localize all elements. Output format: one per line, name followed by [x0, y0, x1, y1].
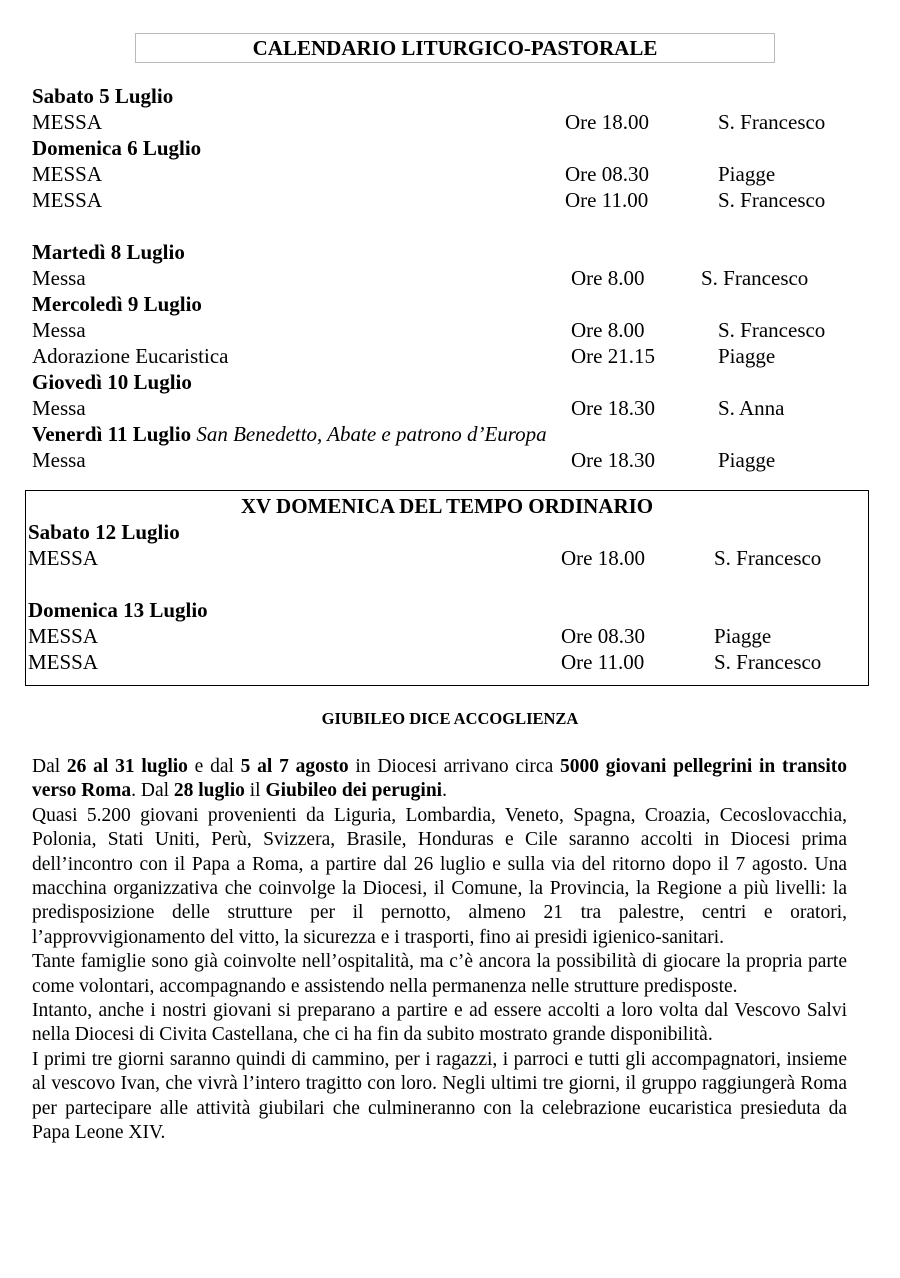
event-time: Ore 8.00: [571, 266, 645, 290]
event-place: Piagge: [718, 344, 776, 368]
article-paragraph: Intanto, anche i nostri giovani si preparano a partire e ad essere accolti a loro volta dal Vescovo Salvi nella Diocesi di Civita Castellana, che ci ha fin da subito mostrato grande disponibilità.: [32, 1000, 847, 1046]
event-row: [32, 395, 882, 421]
article-body: [32, 755, 847, 1146]
event-time: Ore 18.30: [571, 396, 655, 420]
day-heading: Martedì 8 Luglio: [32, 240, 185, 264]
event-time: Ore 18.00: [561, 546, 645, 570]
article-intro: Dal 26 al 31 luglio e dal 5 al 7 agosto in Diocesi arrivano circa 5000 giovani pellegrini in transito verso Roma. Dal 28 luglio il Giubileo dei perugini.: [32, 756, 847, 802]
event-name: Messa: [32, 396, 86, 420]
sunday-box: [25, 490, 869, 686]
event-place: Piagge: [718, 448, 776, 472]
day-heading: [32, 421, 882, 447]
event-place: S. Francesco: [714, 546, 822, 570]
event-name: MESSA: [28, 624, 99, 648]
day-heading: Sabato 5 Luglio: [32, 84, 174, 108]
event-place: S. Francesco: [701, 266, 809, 290]
event-name: Messa: [32, 448, 86, 472]
event-name: Messa: [32, 318, 86, 342]
event-row: [32, 343, 882, 369]
article-title: GIUBILEO DICE ACCOGLIENZA: [321, 709, 579, 728]
event-name: MESSA: [28, 650, 99, 674]
event-row: [32, 317, 882, 343]
day-heading: Domenica 13 Luglio: [28, 598, 208, 622]
event-time: Ore 11.00: [561, 650, 645, 674]
day-label: Venerdì 11 Luglio: [32, 422, 192, 446]
event-name: Adorazione Eucaristica: [32, 344, 229, 368]
article-paragraph: Quasi 5.200 giovani provenienti da Liguria, Lombardia, Veneto, Spagna, Croazia, Cecoslovacchia, Polonia, Stati Uniti, Perù, Svizzera, Brasile, Honduras e Cile saranno accolti in Diocesi prima dell’incontro con il Papa a Roma, a partire dal 26 luglio e sulla via del ritorno dopo il 7 agosto. Una macchina organizzativa che coinvolge la Diocesi, il Comune, la Provincia, la Regione a più livelli: la predisposizione delle strutture per il pernotto, almeno 21 tra palestre, centri e oratori, l’approvvigionamento del vitto, la sicurezza e i trasporti, fino ai presidi igienico-sanitari.: [32, 804, 847, 948]
event-place: Piagge: [718, 162, 776, 186]
event-name: MESSA: [32, 162, 103, 186]
event-row: [28, 623, 866, 649]
event-time: Ore 21.15: [571, 344, 655, 368]
event-name: Messa: [32, 266, 86, 290]
event-place: S. Anna: [718, 396, 785, 420]
day-heading: Mercoledì 9 Luglio: [32, 292, 202, 316]
day-heading: Domenica 6 Luglio: [32, 136, 202, 160]
day-heading: Sabato 12 Luglio: [28, 520, 180, 544]
sunday-title: XV DOMENICA DEL TEMPO ORDINARIO: [240, 494, 654, 518]
event-time: Ore 08.30: [565, 162, 649, 186]
event-place: S. Francesco: [718, 110, 826, 134]
event-row: [32, 161, 882, 187]
event-place: Piagge: [714, 624, 772, 648]
event-place: S. Francesco: [718, 188, 826, 212]
event-row: [32, 265, 882, 291]
event-name: MESSA: [28, 546, 99, 570]
article-paragraph: Tante famiglie sono già coinvolte nell’ospitalità, ma c’è ancora la possibilità di giocare la propria parte come volontari, accompagnando e assistendo nella permanenza nelle strutture predisposte.: [32, 951, 847, 997]
schedule-list: [32, 83, 882, 473]
event-time: Ore 11.00: [565, 188, 649, 212]
event-row: [32, 109, 882, 135]
article-paragraph: I primi tre giorni saranno quindi di cammino, per i ragazzi, i parroci e tutti gli accompagnatori, insieme al vescovo Ivan, che vivrà l’intero tragitto con loro. Negli ultimi tre giorni, il gruppo raggiungerà Roma per partecipare alle attività giubilari che culmineranno con la celebrazione eucaristica presieduta da Papa Leone XIV.: [32, 1048, 847, 1144]
day-heading: Giovedì 10 Luglio: [32, 370, 192, 394]
event-name: MESSA: [32, 110, 103, 134]
event-time: Ore 18.00: [565, 110, 649, 134]
event-place: S. Francesco: [714, 650, 822, 674]
event-time: Ore 08.30: [561, 624, 645, 648]
event-row: [32, 447, 882, 473]
event-time: Ore 8.00: [571, 318, 645, 342]
page-title: CALENDARIO LITURGICO-PASTORALE: [135, 33, 775, 63]
event-place: S. Francesco: [718, 318, 826, 342]
event-row: [28, 649, 866, 675]
event-row: [32, 187, 882, 213]
feast-note: San Benedetto, Abate e patrono d’Europa: [196, 422, 547, 446]
event-row: [28, 545, 866, 571]
event-name: MESSA: [32, 188, 103, 212]
event-time: Ore 18.30: [571, 448, 655, 472]
